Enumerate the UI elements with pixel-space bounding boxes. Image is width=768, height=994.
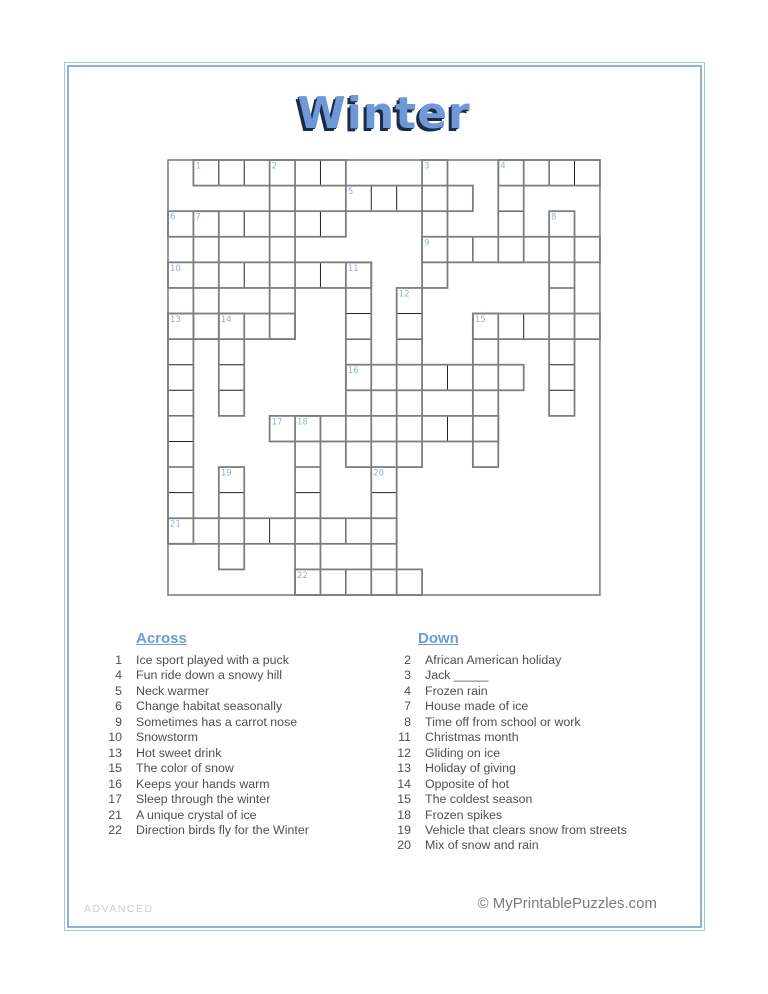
clue-number: 17 [108, 792, 122, 807]
grid-number: 22 [297, 570, 308, 581]
clue-number: 7 [404, 699, 411, 714]
clue-text: Sleep through the winter [136, 792, 271, 807]
down-word-cells [397, 288, 422, 467]
down-word-cells [168, 314, 193, 544]
clue-text: Time off from school or work [425, 714, 581, 729]
clue-number: 15 [397, 792, 411, 807]
clue-text: Ice sport played with a puck [136, 653, 289, 667]
grid-number: 10 [170, 263, 181, 274]
clue-text: Mix of snow and rain [425, 838, 539, 853]
clue-row [380, 761, 680, 776]
clue-number: 11 [398, 730, 411, 745]
clue-text: The color of snow [136, 761, 234, 776]
clue-row [98, 761, 398, 776]
down-clue-list [380, 653, 680, 854]
clue-row [380, 699, 680, 714]
down-heading: Down [418, 630, 459, 647]
clue-row [380, 746, 680, 761]
copyright-label: © MyPrintablePuzzles.com [477, 895, 657, 912]
clue-row [98, 699, 398, 714]
clue-number: 22 [108, 822, 122, 837]
grid-number: 16 [347, 366, 359, 377]
across-clue-list [98, 653, 398, 838]
clue-row [380, 838, 680, 853]
grid-number: 1 [195, 161, 201, 172]
clue-row [98, 792, 398, 807]
clue-text: Sometimes has a carrot nose [136, 714, 298, 729]
clue-number: 13 [108, 745, 122, 760]
clue-number: 15 [108, 761, 122, 776]
down-word-cells [295, 416, 320, 595]
clue-number: 19 [397, 822, 411, 837]
clue-row [380, 684, 680, 699]
grid-number: 6 [170, 212, 176, 223]
grid-number: 5 [347, 187, 354, 198]
clue-number: 21 [108, 807, 122, 822]
grid-number: 9 [424, 238, 430, 249]
clue-row [380, 668, 680, 683]
clue-text: Vehicle that clears snow from streets [425, 822, 627, 837]
down-word-cells [270, 160, 295, 339]
across-word-cells [168, 518, 397, 544]
clue-text: Opposite of hot [425, 776, 510, 791]
clue-row [98, 823, 398, 838]
clue-row [98, 746, 398, 761]
grid-number: 14 [220, 315, 232, 326]
clue-text: The coldest season [425, 792, 533, 807]
clue-text: African American holiday [425, 653, 562, 667]
clue-number: 5 [115, 683, 122, 698]
clue-row [98, 668, 398, 683]
grid-number: 11 [347, 263, 359, 274]
clue-text: Gliding on ice [425, 745, 501, 760]
clue-text: Change habitat seasonally [136, 699, 283, 714]
clue-row [98, 777, 398, 792]
clue-text: Christmas month [425, 730, 519, 745]
clue-row [380, 792, 680, 807]
grid-number: 19 [220, 468, 232, 479]
clue-number: 4 [115, 668, 122, 683]
clue-row [380, 730, 680, 745]
clue-row [98, 684, 398, 699]
grid-number: 8 [551, 212, 557, 223]
clue-text: Keeps your hands warm [136, 776, 270, 791]
grid-number: 20 [373, 468, 385, 479]
clue-row [98, 715, 398, 730]
clue-number: 12 [397, 745, 411, 760]
grid-number: 18 [297, 417, 308, 428]
clue-row [380, 823, 680, 838]
down-word-cells [193, 211, 218, 339]
clue-text: Jack _____ [425, 668, 489, 683]
clue-text: Direction birds fly for the Winter [136, 822, 309, 837]
clue-number: 8 [404, 714, 411, 729]
clue-row [380, 808, 680, 823]
clue-text: Frozen rain [425, 683, 488, 698]
difficulty-label: ADVANCED [84, 903, 154, 915]
clue-text: A unique crystal of ice [136, 807, 257, 822]
clue-text: Holiday of giving [425, 761, 516, 776]
clue-number: 9 [115, 714, 122, 729]
across-clues-section [98, 630, 398, 838]
clue-row [380, 715, 680, 730]
clue-number: 6 [115, 699, 122, 714]
grid-number: 15 [474, 315, 486, 326]
grid-number: 17 [271, 417, 283, 428]
clue-number: 4 [404, 683, 411, 698]
grid-number: 12 [398, 289, 410, 300]
clue-row [98, 653, 398, 668]
grid-number: 3 [424, 161, 430, 172]
clue-row [98, 730, 398, 745]
clue-text: Neck warmer [136, 683, 209, 698]
across-word-cells [346, 186, 473, 212]
down-word-cells [371, 467, 396, 595]
grid-number: 2 [271, 161, 278, 172]
across-heading: Across [136, 630, 187, 647]
clue-row [380, 777, 680, 792]
page-title: Winter [297, 88, 471, 139]
clue-text: Fun ride down a snowy hill [136, 668, 283, 683]
clue-number: 1 [115, 653, 122, 667]
clue-text: Snowstorm [136, 730, 198, 745]
grid-number: 4 [500, 161, 506, 172]
down-word-cells [422, 160, 447, 288]
clue-number: 3 [404, 668, 411, 683]
clue-row [98, 808, 398, 823]
clue-number: 10 [108, 730, 122, 745]
clue-number: 14 [397, 776, 411, 791]
down-clues-section [380, 630, 680, 854]
clue-number: 18 [397, 807, 411, 822]
grid-number: 13 [170, 315, 181, 326]
clue-row [380, 653, 680, 668]
clue-text: House made of ice [425, 699, 529, 714]
clue-number: 13 [397, 761, 411, 776]
grid-number: 7 [195, 212, 201, 223]
clue-text: Hot sweet drink [136, 745, 222, 760]
clue-number: 20 [397, 838, 411, 853]
clue-number: 2 [404, 653, 411, 667]
clue-number: 16 [108, 776, 122, 791]
clue-text: Frozen spikes [425, 807, 503, 822]
grid-number: 21 [170, 519, 181, 530]
